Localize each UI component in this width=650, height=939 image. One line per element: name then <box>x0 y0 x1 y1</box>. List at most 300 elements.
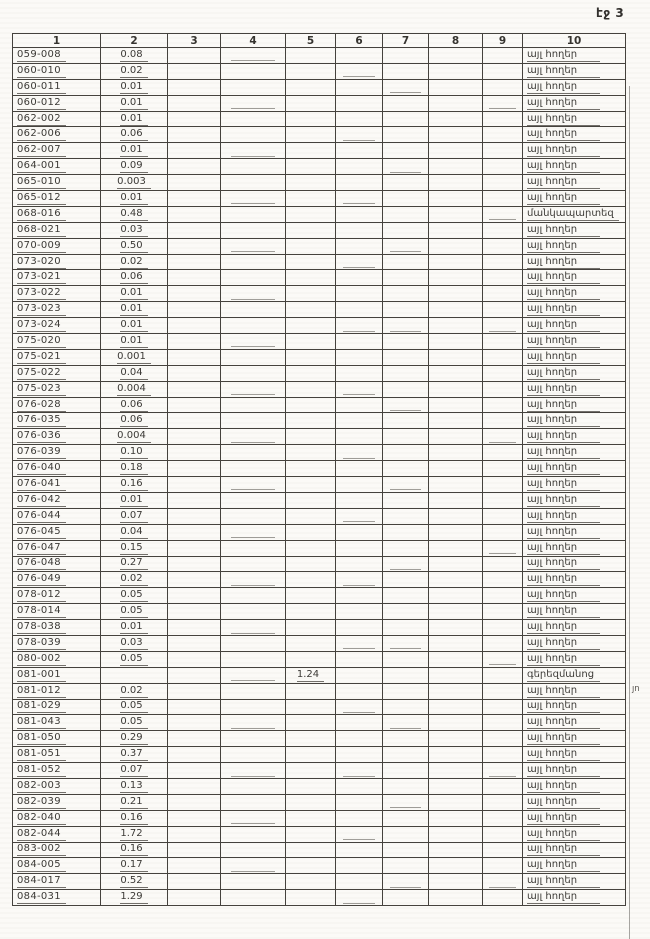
cell-9 <box>483 620 523 636</box>
code-cell: 075-023 <box>13 381 101 397</box>
land-use-cell: այլ հողեր <box>523 429 626 445</box>
cell-7 <box>383 651 429 667</box>
cell-6 <box>336 667 383 683</box>
cell-8 <box>429 540 483 556</box>
cell-8 <box>429 651 483 667</box>
code-cell: 076-041 <box>13 477 101 493</box>
area-cell: 0.01 <box>101 143 168 159</box>
col5-cell <box>286 175 336 191</box>
table-row <box>13 715 626 731</box>
column-header: 2 <box>101 34 168 48</box>
cell-6 <box>336 604 383 620</box>
land-use-cell: այլ հողեր <box>523 318 626 334</box>
table-row <box>13 127 626 143</box>
column-header: 9 <box>483 34 523 48</box>
area-cell: 0.02 <box>101 254 168 270</box>
cell-7 <box>383 127 429 143</box>
land-use-cell: այլ հողեր <box>523 492 626 508</box>
cell-7 <box>383 747 429 763</box>
cell-9 <box>483 540 523 556</box>
cell-7 <box>383 254 429 270</box>
area-cell: 0.01 <box>101 286 168 302</box>
table-row <box>13 508 626 524</box>
cell-3 <box>168 397 221 413</box>
cell-7 <box>383 842 429 858</box>
cell-9 <box>483 731 523 747</box>
cell-4 <box>221 175 286 191</box>
cell-6 <box>336 286 383 302</box>
cell-3 <box>168 477 221 493</box>
land-use-cell: այլ հողեր <box>523 381 626 397</box>
code-cell: 060-010 <box>13 63 101 79</box>
col5-cell <box>286 731 336 747</box>
cell-9 <box>483 302 523 318</box>
table-row <box>13 349 626 365</box>
land-use-cell: այլ հողեր <box>523 461 626 477</box>
column-header: 4 <box>221 34 286 48</box>
table-row <box>13 365 626 381</box>
cell-6 <box>336 222 383 238</box>
table-row <box>13 238 626 254</box>
col5-cell <box>286 890 336 906</box>
col5-cell: 1.24 <box>286 667 336 683</box>
cell-3 <box>168 763 221 779</box>
area-cell: 0.21 <box>101 794 168 810</box>
area-cell: 0.05 <box>101 588 168 604</box>
area-cell: 0.37 <box>101 747 168 763</box>
cell-4 <box>221 254 286 270</box>
area-cell: 0.29 <box>101 731 168 747</box>
cell-4 <box>221 48 286 64</box>
land-use-cell: այլ հողեր <box>523 397 626 413</box>
col5-cell <box>286 302 336 318</box>
code-cell: 076-045 <box>13 524 101 540</box>
cell-7 <box>383 556 429 572</box>
cell-4 <box>221 747 286 763</box>
cell-4 <box>221 508 286 524</box>
cell-8 <box>429 191 483 207</box>
cell-4 <box>221 445 286 461</box>
cell-3 <box>168 286 221 302</box>
code-cell: 070-009 <box>13 238 101 254</box>
cell-8 <box>429 365 483 381</box>
land-use-cell: այլ հողեր <box>523 159 626 175</box>
cell-9 <box>483 667 523 683</box>
col5-cell <box>286 413 336 429</box>
table-row <box>13 143 626 159</box>
cell-3 <box>168 127 221 143</box>
land-use-cell: այլ հողեր <box>523 95 626 111</box>
cell-8 <box>429 842 483 858</box>
cell-8 <box>429 778 483 794</box>
col5-cell <box>286 858 336 874</box>
table-row <box>13 572 626 588</box>
cell-9 <box>483 127 523 143</box>
table-row <box>13 620 626 636</box>
cell-8 <box>429 874 483 890</box>
cell-4 <box>221 667 286 683</box>
cell-8 <box>429 747 483 763</box>
table-row <box>13 63 626 79</box>
land-use-cell: այլ հողեր <box>523 874 626 890</box>
page-number-label: էջ 3 <box>596 6 625 20</box>
col5-cell <box>286 238 336 254</box>
land-use-cell: այլ հողեր <box>523 175 626 191</box>
cell-4 <box>221 556 286 572</box>
cell-6 <box>336 206 383 222</box>
col5-cell <box>286 429 336 445</box>
area-cell: 0.08 <box>101 48 168 64</box>
cell-6 <box>336 365 383 381</box>
land-parcel-table <box>12 33 626 906</box>
area-cell: 0.01 <box>101 620 168 636</box>
cell-7 <box>383 572 429 588</box>
cell-8 <box>429 222 483 238</box>
code-cell: 062-002 <box>13 111 101 127</box>
cell-9 <box>483 492 523 508</box>
column-header: 1 <box>13 34 101 48</box>
col5-cell <box>286 254 336 270</box>
cell-6 <box>336 238 383 254</box>
cell-9 <box>483 238 523 254</box>
table-row <box>13 492 626 508</box>
col5-cell <box>286 651 336 667</box>
area-cell: 0.16 <box>101 842 168 858</box>
cell-8 <box>429 715 483 731</box>
cell-3 <box>168 270 221 286</box>
area-cell: 0.18 <box>101 461 168 477</box>
col5-cell <box>286 111 336 127</box>
cell-8 <box>429 699 483 715</box>
cell-7 <box>383 794 429 810</box>
land-use-cell: այլ հողեր <box>523 651 626 667</box>
stray-scan-mark: յո <box>632 684 640 694</box>
table-row <box>13 206 626 222</box>
land-use-cell: այլ հողեր <box>523 794 626 810</box>
cell-8 <box>429 794 483 810</box>
cell-7 <box>383 318 429 334</box>
cell-7 <box>383 270 429 286</box>
cell-7 <box>383 143 429 159</box>
col5-cell <box>286 524 336 540</box>
table-row <box>13 651 626 667</box>
area-cell: 0.03 <box>101 635 168 651</box>
cell-7 <box>383 381 429 397</box>
code-cell: 076-044 <box>13 508 101 524</box>
table-row <box>13 747 626 763</box>
cell-7 <box>383 349 429 365</box>
cell-4 <box>221 222 286 238</box>
table-row <box>13 461 626 477</box>
land-use-cell: այլ հողեր <box>523 556 626 572</box>
cell-6 <box>336 175 383 191</box>
cell-8 <box>429 556 483 572</box>
cell-9 <box>483 699 523 715</box>
code-cell: 075-021 <box>13 349 101 365</box>
table-body <box>13 48 626 906</box>
area-cell: 0.10 <box>101 445 168 461</box>
cell-3 <box>168 191 221 207</box>
land-use-cell: այլ հողեր <box>523 635 626 651</box>
cell-7 <box>383 206 429 222</box>
code-cell: 073-024 <box>13 318 101 334</box>
cell-7 <box>383 111 429 127</box>
cell-3 <box>168 635 221 651</box>
cell-4 <box>221 492 286 508</box>
cell-7 <box>383 778 429 794</box>
area-cell: 0.001 <box>101 349 168 365</box>
area-cell: 0.01 <box>101 302 168 318</box>
area-cell: 0.04 <box>101 524 168 540</box>
cell-6 <box>336 270 383 286</box>
col5-cell <box>286 794 336 810</box>
cell-3 <box>168 842 221 858</box>
col5-cell <box>286 286 336 302</box>
cell-6 <box>336 318 383 334</box>
cell-3 <box>168 143 221 159</box>
cell-4 <box>221 635 286 651</box>
cell-9 <box>483 572 523 588</box>
cell-4 <box>221 191 286 207</box>
cell-8 <box>429 572 483 588</box>
col5-cell <box>286 683 336 699</box>
col5-cell <box>286 810 336 826</box>
cell-9 <box>483 63 523 79</box>
code-cell: 082-044 <box>13 826 101 842</box>
cell-8 <box>429 79 483 95</box>
cell-9 <box>483 556 523 572</box>
table-row <box>13 445 626 461</box>
code-cell: 081-050 <box>13 731 101 747</box>
cell-9 <box>483 635 523 651</box>
code-cell: 076-036 <box>13 429 101 445</box>
cell-9 <box>483 651 523 667</box>
col5-cell <box>286 127 336 143</box>
cell-4 <box>221 540 286 556</box>
land-use-cell: այլ հողեր <box>523 604 626 620</box>
col5-cell <box>286 349 336 365</box>
cell-7 <box>383 890 429 906</box>
land-use-cell: այլ հողեր <box>523 286 626 302</box>
cell-9 <box>483 286 523 302</box>
code-cell: 082-039 <box>13 794 101 810</box>
table-row <box>13 381 626 397</box>
table-row <box>13 429 626 445</box>
cell-8 <box>429 429 483 445</box>
code-cell: 081-029 <box>13 699 101 715</box>
land-use-cell: այլ հողեր <box>523 683 626 699</box>
area-cell: 0.04 <box>101 365 168 381</box>
cell-4 <box>221 79 286 95</box>
cell-7 <box>383 175 429 191</box>
cell-9 <box>483 95 523 111</box>
code-cell: 073-020 <box>13 254 101 270</box>
area-cell <box>101 667 168 683</box>
col5-cell <box>286 222 336 238</box>
cell-7 <box>383 810 429 826</box>
cell-3 <box>168 604 221 620</box>
area-cell: 0.06 <box>101 270 168 286</box>
cell-3 <box>168 461 221 477</box>
cell-4 <box>221 95 286 111</box>
cell-6 <box>336 794 383 810</box>
land-use-cell: այլ հողեր <box>523 699 626 715</box>
cell-9 <box>483 683 523 699</box>
cell-8 <box>429 397 483 413</box>
col5-cell <box>286 48 336 64</box>
cell-9 <box>483 794 523 810</box>
cell-4 <box>221 302 286 318</box>
cell-8 <box>429 349 483 365</box>
col5-cell <box>286 95 336 111</box>
cell-7 <box>383 413 429 429</box>
code-cell: 076-040 <box>13 461 101 477</box>
cell-9 <box>483 826 523 842</box>
cell-7 <box>383 858 429 874</box>
col5-cell <box>286 270 336 286</box>
code-cell: 084-017 <box>13 874 101 890</box>
cell-9 <box>483 397 523 413</box>
cell-7 <box>383 48 429 64</box>
cell-8 <box>429 143 483 159</box>
code-cell: 068-016 <box>13 206 101 222</box>
cell-6 <box>336 95 383 111</box>
land-use-cell: այլ հողեր <box>523 222 626 238</box>
cell-4 <box>221 810 286 826</box>
cell-6 <box>336 890 383 906</box>
cell-6 <box>336 715 383 731</box>
cell-6 <box>336 826 383 842</box>
cell-6 <box>336 747 383 763</box>
col5-cell <box>286 143 336 159</box>
cell-8 <box>429 524 483 540</box>
land-use-cell: այլ հողեր <box>523 858 626 874</box>
cell-8 <box>429 238 483 254</box>
table-row <box>13 175 626 191</box>
cell-4 <box>221 842 286 858</box>
area-cell: 0.05 <box>101 715 168 731</box>
cell-8 <box>429 620 483 636</box>
table-row <box>13 635 626 651</box>
land-use-cell: այլ հողեր <box>523 826 626 842</box>
cell-3 <box>168 111 221 127</box>
cell-6 <box>336 63 383 79</box>
land-use-cell: այլ հողեր <box>523 238 626 254</box>
table-row <box>13 810 626 826</box>
cell-8 <box>429 667 483 683</box>
cell-6 <box>336 810 383 826</box>
cell-4 <box>221 477 286 493</box>
col5-cell <box>286 159 336 175</box>
area-cell: 0.52 <box>101 874 168 890</box>
cell-6 <box>336 572 383 588</box>
cell-4 <box>221 826 286 842</box>
code-cell: 073-021 <box>13 270 101 286</box>
cell-3 <box>168 238 221 254</box>
cell-7 <box>383 524 429 540</box>
cell-8 <box>429 604 483 620</box>
col5-cell <box>286 715 336 731</box>
cell-8 <box>429 763 483 779</box>
area-cell: 1.29 <box>101 890 168 906</box>
cell-8 <box>429 445 483 461</box>
cell-7 <box>383 492 429 508</box>
cell-6 <box>336 413 383 429</box>
cell-3 <box>168 715 221 731</box>
cell-8 <box>429 858 483 874</box>
area-cell: 0.07 <box>101 763 168 779</box>
code-cell: 083-002 <box>13 842 101 858</box>
cell-4 <box>221 270 286 286</box>
cell-9 <box>483 270 523 286</box>
cell-7 <box>383 461 429 477</box>
col5-cell <box>286 747 336 763</box>
table-row <box>13 302 626 318</box>
land-use-cell: այլ հողեր <box>523 508 626 524</box>
table-row <box>13 794 626 810</box>
cell-6 <box>336 429 383 445</box>
land-use-cell: այլ հողեր <box>523 111 626 127</box>
area-cell: 0.27 <box>101 556 168 572</box>
col5-cell <box>286 334 336 350</box>
cell-4 <box>221 63 286 79</box>
cell-6 <box>336 334 383 350</box>
cell-3 <box>168 778 221 794</box>
cell-4 <box>221 286 286 302</box>
code-cell: 082-040 <box>13 810 101 826</box>
cell-4 <box>221 127 286 143</box>
cell-8 <box>429 270 483 286</box>
cell-9 <box>483 604 523 620</box>
col5-cell <box>286 604 336 620</box>
cell-3 <box>168 524 221 540</box>
land-use-cell: այլ հողեր <box>523 349 626 365</box>
cell-8 <box>429 95 483 111</box>
cell-6 <box>336 731 383 747</box>
cell-8 <box>429 111 483 127</box>
cell-3 <box>168 492 221 508</box>
col5-cell <box>286 63 336 79</box>
land-use-cell: այլ հողեր <box>523 191 626 207</box>
area-cell: 0.02 <box>101 683 168 699</box>
area-cell: 0.01 <box>101 334 168 350</box>
cell-7 <box>383 699 429 715</box>
col5-cell <box>286 778 336 794</box>
land-use-cell: այլ հողեր <box>523 763 626 779</box>
cell-8 <box>429 286 483 302</box>
cell-4 <box>221 604 286 620</box>
cell-4 <box>221 349 286 365</box>
cell-8 <box>429 588 483 604</box>
cell-4 <box>221 238 286 254</box>
cell-9 <box>483 508 523 524</box>
table-row <box>13 270 626 286</box>
cell-6 <box>336 778 383 794</box>
code-cell: 060-012 <box>13 95 101 111</box>
cell-9 <box>483 334 523 350</box>
cell-9 <box>483 111 523 127</box>
cell-8 <box>429 826 483 842</box>
area-cell: 1.72 <box>101 826 168 842</box>
cell-4 <box>221 794 286 810</box>
cell-4 <box>221 731 286 747</box>
land-use-cell: այլ հողեր <box>523 731 626 747</box>
column-header: 7 <box>383 34 429 48</box>
code-cell: 073-022 <box>13 286 101 302</box>
cell-3 <box>168 747 221 763</box>
area-cell: 0.01 <box>101 111 168 127</box>
col5-cell <box>286 461 336 477</box>
